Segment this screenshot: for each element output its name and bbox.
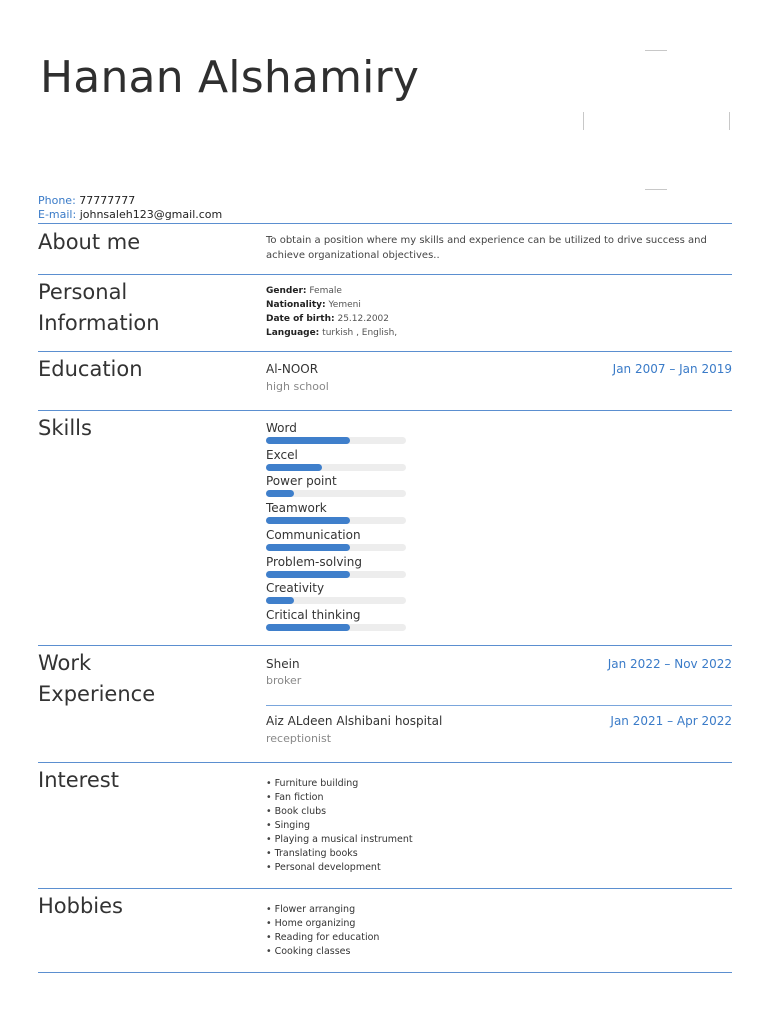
skill-level-fill — [266, 517, 350, 524]
language-value: turkish , English, — [322, 328, 398, 338]
gender-label: Gender: — [266, 286, 307, 296]
list-item: • Cooking classes — [266, 945, 379, 959]
skill-item — [266, 421, 406, 444]
skill-level-fill — [266, 437, 350, 444]
nationality-row — [266, 298, 397, 312]
list-item: • Singing — [266, 819, 413, 833]
job-dates: Jan 2021 – Apr 2022 — [610, 714, 732, 728]
section-divider — [38, 762, 732, 763]
section-divider — [38, 351, 732, 352]
skill-level-bar — [266, 517, 406, 524]
skill-level-fill — [266, 597, 294, 604]
list-item: • Reading for education — [266, 931, 379, 945]
personal-title-line-1: Personal — [38, 280, 128, 304]
about-line-1: To obtain a position where my skills and experience can be utilized to drive success and — [266, 235, 707, 246]
dob-row — [266, 312, 397, 326]
skill-name: Teamwork — [266, 501, 327, 516]
email-value[interactable]: johnsaleh123@gmail.com — [79, 208, 223, 221]
dob-value: 25.12.2002 — [337, 314, 389, 324]
skill-level-fill — [266, 490, 294, 497]
education-title: Education — [38, 357, 143, 381]
skill-level-bar — [266, 490, 406, 497]
skill-level-bar — [266, 624, 406, 631]
about-line-2: achieve organizational objectives.. — [266, 250, 440, 261]
work-title-line-2: Experience — [38, 682, 156, 706]
interest-list — [266, 777, 413, 875]
list-item: • Home organizing — [266, 917, 379, 931]
skill-item — [266, 474, 406, 497]
contact-block — [38, 194, 222, 222]
phone-value: 77777777 — [79, 194, 136, 207]
section-divider — [38, 645, 732, 646]
section-divider — [38, 972, 732, 973]
skill-item — [266, 581, 406, 604]
skill-item — [266, 608, 406, 631]
education-school: Al-NOOR — [266, 362, 319, 376]
phone-line — [38, 194, 222, 208]
education-level: high school — [266, 380, 329, 393]
skill-level-bar — [266, 464, 406, 471]
list-item: • Playing a musical instrument — [266, 833, 413, 847]
skill-name: Critical thinking — [266, 607, 361, 622]
section-divider — [38, 888, 732, 889]
hobbies-list — [266, 903, 379, 959]
skill-level-fill — [266, 624, 350, 631]
about-text — [266, 233, 707, 263]
dob-label: Date of birth: — [266, 314, 335, 324]
nationality-value: Yemeni — [328, 300, 361, 310]
nationality-label: Nationality: — [266, 300, 326, 310]
personal-title-line-2: Information — [38, 311, 160, 335]
skill-name: Creativity — [266, 581, 325, 596]
work-title-line-1: Work — [38, 651, 92, 675]
education-dates: Jan 2007 – Jan 2019 — [612, 362, 732, 376]
skill-item — [266, 448, 406, 471]
job-company: Shein — [266, 657, 300, 671]
skill-name: Problem-solving — [266, 554, 362, 569]
skill-name: Communication — [266, 527, 361, 542]
about-title: About me — [38, 230, 141, 254]
list-item: • Flower arranging — [266, 903, 379, 917]
resume-name: Hanan Alshamiry — [40, 52, 420, 103]
photo-placeholder — [583, 50, 730, 190]
skill-level-bar — [266, 571, 406, 578]
skills-title: Skills — [38, 416, 92, 440]
email-label: E-mail: — [38, 208, 77, 221]
email-line — [38, 208, 222, 222]
entry-divider — [266, 705, 732, 706]
list-item: • Book clubs — [266, 805, 413, 819]
job-company: Aiz ALdeen Alshibani hospital — [266, 714, 443, 728]
language-row — [266, 326, 397, 340]
list-item: • Furniture building — [266, 777, 413, 791]
skill-name: Excel — [266, 447, 298, 462]
job-role: broker — [266, 674, 302, 687]
phone-label: Phone: — [38, 194, 76, 207]
skill-item — [266, 555, 406, 578]
list-item: • Translating books — [266, 847, 413, 861]
skill-level-fill — [266, 464, 322, 471]
personal-title — [38, 277, 238, 339]
skill-level-bar — [266, 597, 406, 604]
skill-item — [266, 501, 406, 524]
gender-value: Female — [309, 286, 342, 296]
skill-level-fill — [266, 544, 350, 551]
hobbies-title: Hobbies — [38, 894, 123, 918]
list-item: • Fan fiction — [266, 791, 413, 805]
job-dates: Jan 2022 – Nov 2022 — [607, 657, 732, 671]
section-divider — [38, 274, 732, 275]
skill-level-fill — [266, 571, 350, 578]
skill-name: Word — [266, 421, 297, 435]
language-label: Language: — [266, 328, 320, 338]
interest-title: Interest — [38, 768, 119, 792]
skill-item — [266, 528, 406, 551]
skill-level-bar — [266, 437, 406, 444]
list-item: • Personal development — [266, 861, 413, 875]
skill-level-bar — [266, 544, 406, 551]
work-title — [38, 648, 238, 710]
personal-info — [266, 284, 397, 340]
skill-name: Power point — [266, 474, 337, 489]
section-divider — [38, 223, 732, 224]
section-divider — [38, 410, 732, 411]
job-role: receptionist — [266, 732, 332, 745]
gender-row — [266, 284, 397, 298]
